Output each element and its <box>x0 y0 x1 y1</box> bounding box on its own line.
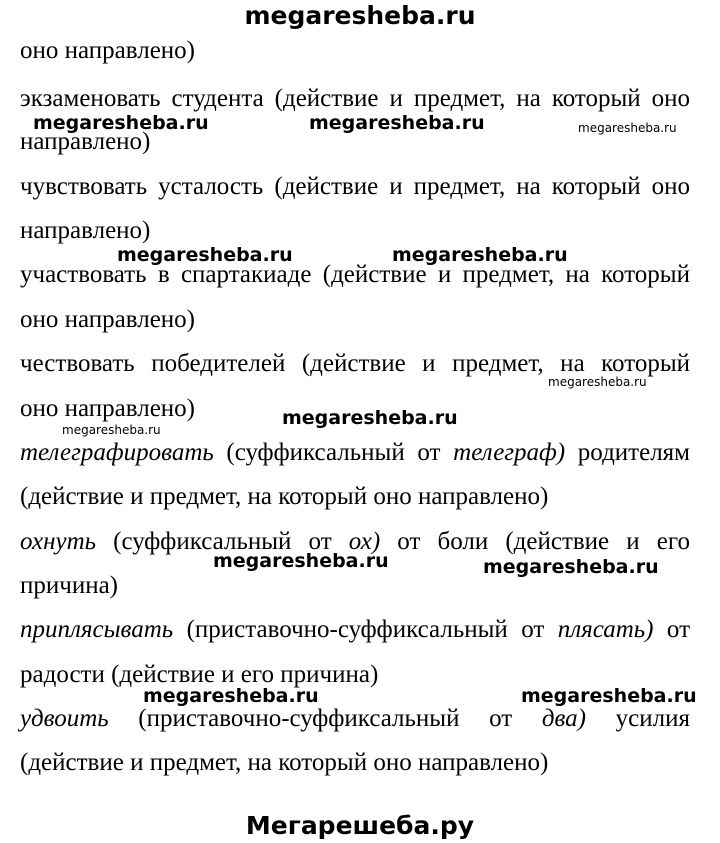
watermark: megaresheba.ru <box>33 112 209 134</box>
watermark: megaresheba.ru <box>143 685 319 707</box>
text-line: охнуть (суффиксальный от ох) от боли (действие и его <box>20 528 690 555</box>
page-footer: Мегарешеба.ру <box>245 811 475 840</box>
watermark: megaresheba.ru <box>521 685 697 707</box>
text-line: (действие и предмет, на который оно направлено) <box>20 749 549 776</box>
text-line: удвоить (приставочно-суффиксальный от два) усилия <box>20 705 690 732</box>
watermark: megaresheba.ru <box>62 423 161 437</box>
text-line: экзаменовать студента (действие и предмет, на который оно <box>20 85 690 112</box>
term: приплясывать <box>20 616 174 643</box>
text-line: приплясывать (приставочно-суффиксальный от плясать) от <box>20 616 690 643</box>
term: охнуть <box>20 528 97 555</box>
watermark: megaresheba.ru <box>309 112 485 134</box>
watermark: megaresheba.ru <box>548 375 647 389</box>
text-line: оно направлено) <box>20 306 195 333</box>
term: телеграфировать <box>20 439 214 466</box>
text-line: радости (действие и его причина) <box>20 661 379 688</box>
text-line: (действие и предмет, на который оно направлено) <box>20 483 549 510</box>
watermark: megaresheba.ru <box>213 550 389 572</box>
watermark: megaresheba.ru <box>117 244 293 266</box>
watermark: megaresheba.ru <box>578 121 677 135</box>
watermark: megaresheba.ru <box>392 244 568 266</box>
watermark: megaresheba.ru <box>282 407 458 429</box>
term: удвоить <box>20 705 109 732</box>
text-line: оно направлено) <box>20 37 195 64</box>
watermark: megaresheba.ru <box>483 556 659 578</box>
text-line: телеграфировать (суффиксальный от телеграф) родителям <box>20 439 690 466</box>
text-line: направлено) <box>20 217 151 244</box>
text-line: направлено) <box>20 128 151 155</box>
text-line: причина) <box>20 572 119 599</box>
text-line: чествовать победителей (действие и предмет, на который <box>20 350 690 377</box>
text-line: участвовать в спартакиаде (действие и предмет, на который <box>20 261 690 288</box>
text-line: чувствовать усталость (действие и предмет, на который оно <box>20 173 690 200</box>
page-header: megaresheba.ru <box>244 1 476 30</box>
text-line: оно направлено) <box>20 395 195 422</box>
